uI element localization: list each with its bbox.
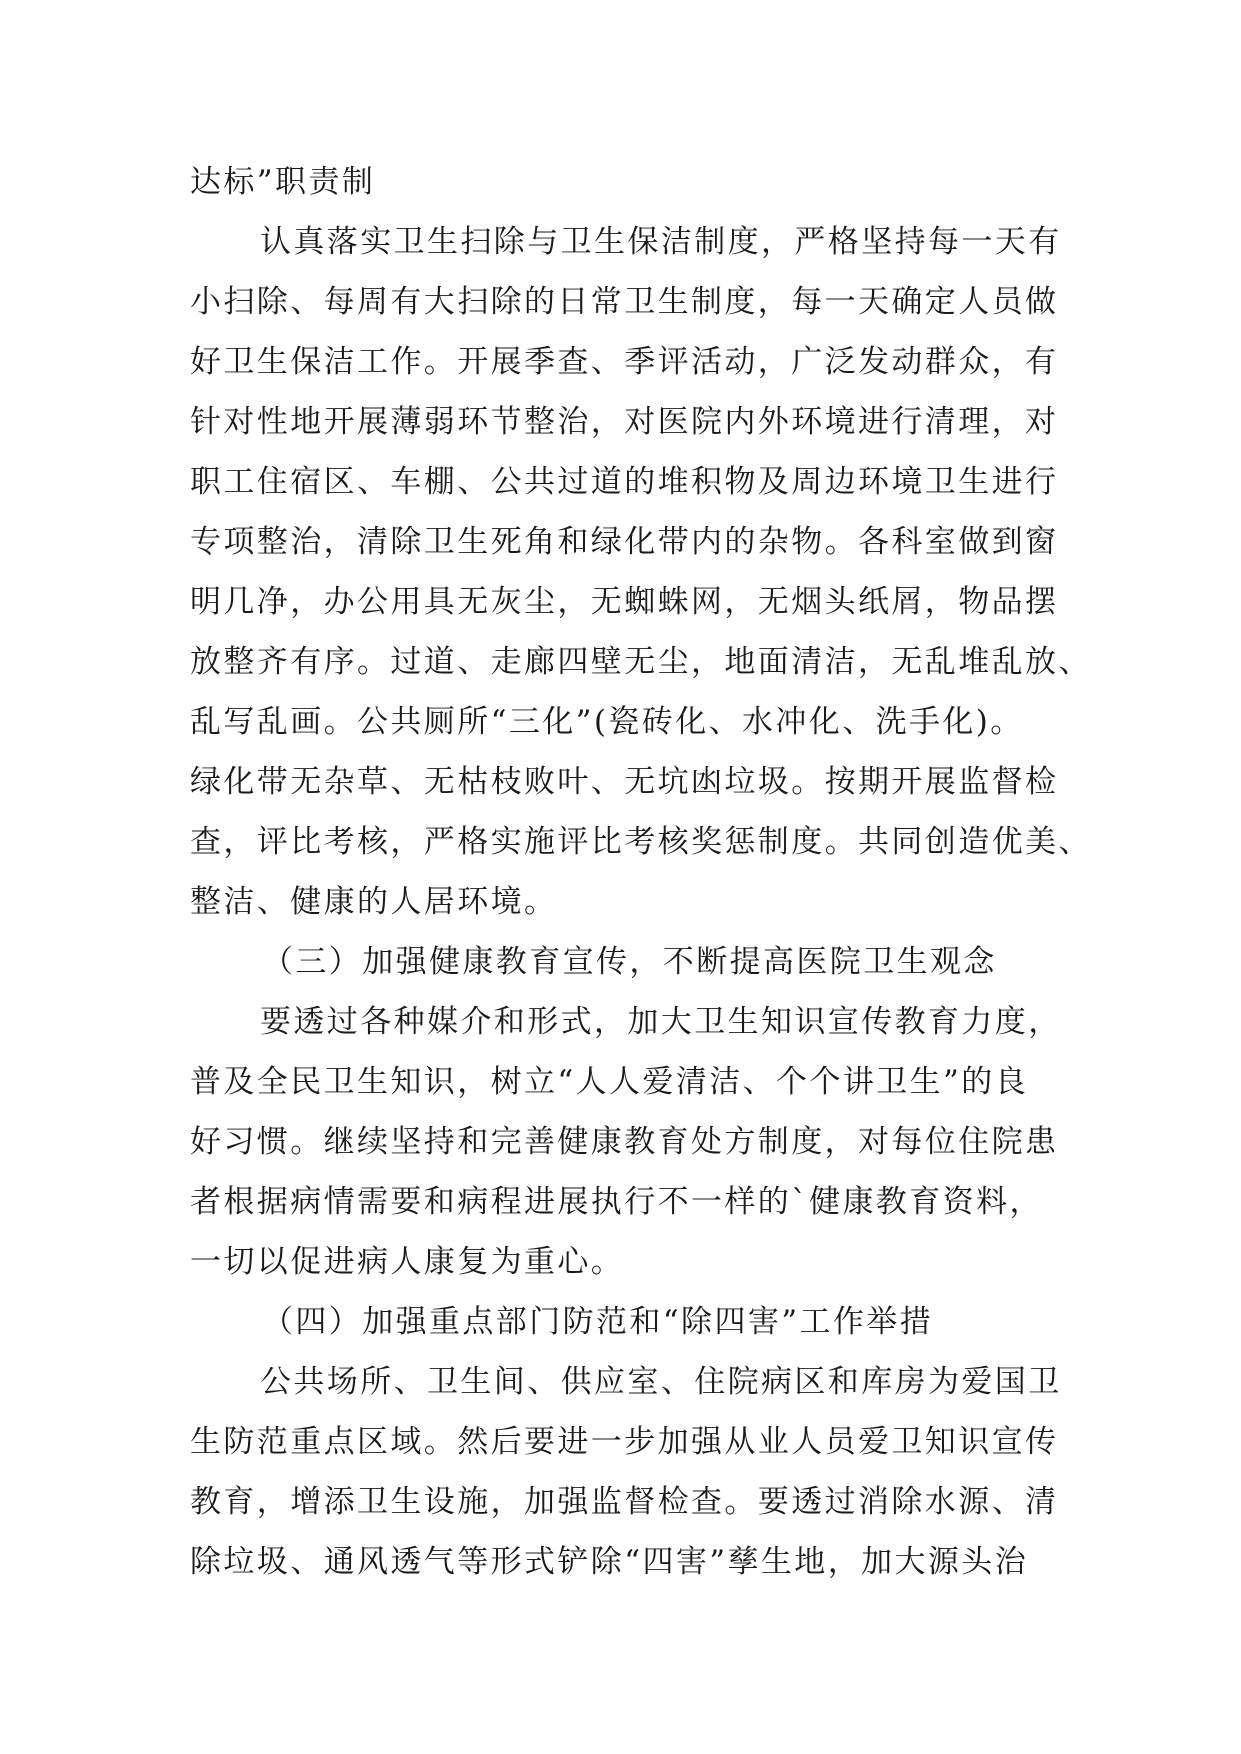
text-line: 职工住宿区、车棚、公共过道的堆积物及周边环境卫生进行: [190, 464, 1059, 500]
text-line: 一切以促进病人康复为重心。: [190, 1244, 625, 1280]
text-line: 好习惯。继续坚持和完善健康教育处方制度，对每位住院患: [190, 1124, 1059, 1160]
paragraph-start-line: 认真落实卫生扫除与卫生保洁制度，严格坚持每一天有: [260, 224, 1062, 260]
text-line: 达标”职责制: [190, 164, 376, 200]
text-line: 明几净，办公用具无灰尘，无蜘蛛网，无烟头纸屑，物品摆: [190, 584, 1059, 620]
body-text: [190, 152, 1092, 1592]
text-line: 普及全民卫生知识，树立“人人爱清洁、个个讲卫生”的良: [190, 1064, 1029, 1100]
text-line: 好卫生保洁工作。开展季查、季评活动，广泛发动群众，有: [190, 344, 1059, 380]
paragraph-start-line: 要透过各种媒介和形式，加大卫生知识宣传教育力度，: [260, 1004, 1062, 1040]
text-line: 者根据病情需要和病程进展执行不一样的`健康教育资料，: [190, 1184, 1043, 1220]
text-line: 除垃圾、通风透气等形式铲除“四害”孳生地，加大源头治: [190, 1544, 1029, 1580]
text-line: 乱写乱画。公共厕所“三化”(瓷砖化、水冲化、洗手化)。: [190, 704, 1024, 740]
paragraph-start-line: 公共场所、卫生间、供应室、住院病区和库房为爱国卫: [260, 1364, 1062, 1400]
text-line: 放整齐有序。过道、走廊四壁无尘，地面清洁，无乱堆乱放、: [190, 644, 1092, 680]
text-line: 查，评比考核，严格实施评比考核奖惩制度。共同创造优美、: [190, 824, 1092, 860]
text-line: 绿化带无杂草、无枯枝败叶、无坑凼垃圾。按期开展监督检: [190, 764, 1059, 800]
text-line: 专项整治，清除卫生死角和绿化带内的杂物。各科室做到窗: [190, 524, 1059, 560]
section-heading-4: （四）加强重点部门防范和“除四害”工作举措: [262, 1304, 934, 1340]
text-line: 针对性地开展薄弱环节整治，对医院内外环境进行清理，对: [190, 404, 1059, 440]
text-line: 整洁、健康的人居环境。: [190, 884, 558, 920]
text-line: 教育，增添卫生设施，加强监督检查。要透过消除水源、清: [190, 1484, 1059, 1520]
text-line: 生防范重点区域。然后要进一步加强从业人员爱卫知识宣传: [190, 1424, 1059, 1460]
section-heading-3: （三）加强健康教育宣传，不断提高医院卫生观念: [262, 944, 997, 980]
text-line: 小扫除、每周有大扫除的日常卫生制度，每一天确定人员做: [190, 284, 1059, 320]
